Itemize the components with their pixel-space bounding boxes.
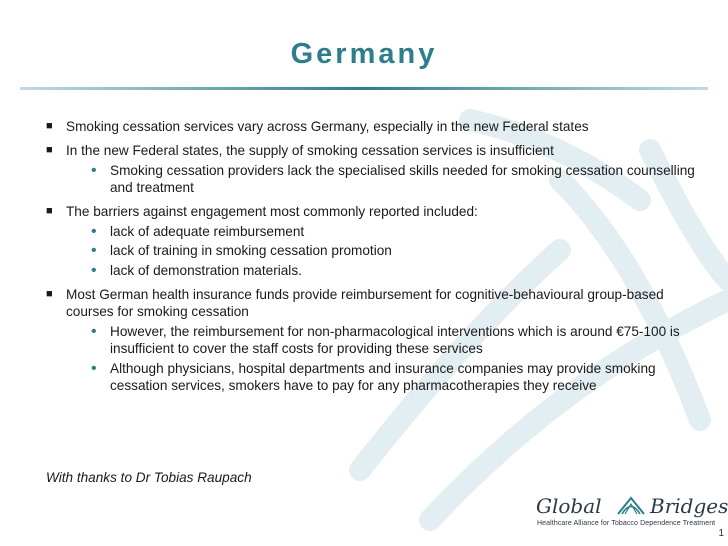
- page-number: 1: [718, 528, 724, 539]
- bullet-text: Smoking cessation services vary across Germany, especially in the new Federal states: [66, 119, 589, 134]
- sub-bullet-item: [66, 323, 706, 358]
- sub-bullet-list: [66, 223, 706, 280]
- bullet-item: [46, 142, 706, 197]
- round-bullet-icon: •: [91, 261, 97, 279]
- sub-bullet-text: lack of adequate reimbursement: [110, 223, 305, 239]
- round-bullet-icon: •: [91, 322, 97, 340]
- logo-word-bridges: Bridges: [650, 494, 728, 518]
- square-bullet-icon: ■: [46, 144, 53, 156]
- square-bullet-icon: ■: [46, 287, 53, 300]
- bullet-item: [46, 203, 706, 279]
- sub-bullet-text: However, the reimbursement for non-pharmacological interventions which is around €75-100 is insufficient to cover the staff costs for providing these services: [110, 323, 680, 356]
- logo-word-global: Global: [536, 494, 602, 518]
- sub-bullet-item: [66, 162, 706, 197]
- logo-tagline: Healthcare Alliance for Tobacco Dependence Treatment: [537, 520, 716, 527]
- sub-bullet-text: Although physicians, hospital departments and insurance companies may provide smoking cessation services, smokers have to pay for any pharmacotherapies they receive: [110, 360, 656, 393]
- sub-bullet-text: lack of training in smoking cessation promotion: [110, 243, 392, 258]
- bullet-item: [46, 286, 706, 395]
- global-bridges-logo: [536, 494, 728, 530]
- slide-title: Germany: [290, 38, 438, 70]
- bullet-text: The barriers against engagement most commonly reported included:: [66, 204, 478, 219]
- acknowledgement: With thanks to Dr Tobias Raupach: [46, 470, 252, 485]
- round-bullet-icon: •: [91, 222, 97, 240]
- round-bullet-icon: •: [91, 161, 97, 179]
- sub-bullet-text: lack of demonstration materials.: [110, 262, 302, 278]
- bullet-list: [46, 118, 706, 401]
- sub-bullet-text: Smoking cessation providers lack the specialised skills needed for smoking cessation counselling and treatment: [110, 162, 695, 195]
- sub-bullet-list: [66, 323, 706, 395]
- sub-bullet-list: [66, 162, 706, 197]
- sub-bullet-item: [66, 360, 706, 395]
- sub-bullet-item: [66, 242, 706, 260]
- square-bullet-icon: ■: [46, 120, 53, 132]
- bridge-arch-icon: [616, 495, 646, 515]
- sub-bullet-item: [66, 262, 706, 280]
- sub-bullet-item: [66, 223, 706, 241]
- square-bullet-icon: ■: [46, 205, 53, 217]
- title-underline: [20, 87, 708, 90]
- round-bullet-icon: •: [91, 242, 97, 259]
- round-bullet-icon: •: [91, 359, 97, 377]
- bullet-text: In the new Federal states, the supply of smoking cessation services is insufficient: [66, 143, 554, 158]
- bullet-item: [46, 118, 706, 136]
- bullet-text: Most German health insurance funds provide reimbursement for cognitive-behavioural group-based courses for smoking cessation: [66, 286, 664, 319]
